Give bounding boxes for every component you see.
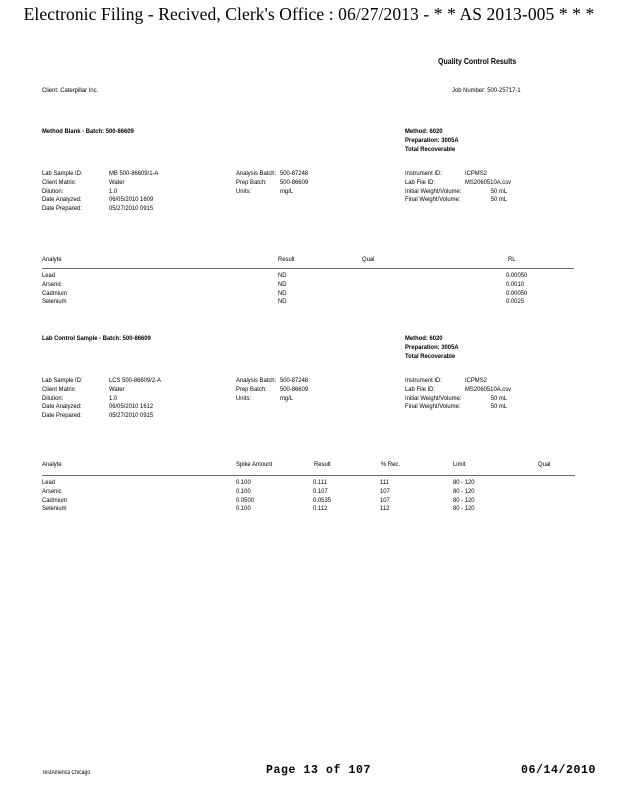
field-label: Units: xyxy=(236,394,252,402)
preparation-line: Preparation: 3005A xyxy=(405,136,459,144)
field-value: LCS 500-86609/2-A xyxy=(109,377,161,384)
field-value: ICPMS2 xyxy=(465,377,487,384)
field-label: Lab File ID: xyxy=(405,385,436,393)
method-blank-mid-labels xyxy=(236,170,276,196)
footer-lab-name: TestAmerica Chicago xyxy=(42,770,91,776)
column-header-limit: Limit xyxy=(453,461,466,468)
lcs-left-values xyxy=(109,377,161,421)
table-cell: 112 xyxy=(380,505,390,513)
method-blank-mid-values xyxy=(280,170,308,196)
field-value: 05/27/2010 0915 xyxy=(109,205,154,213)
table-cell: 0.00050 xyxy=(506,272,528,279)
column-header-analyte: Analyte xyxy=(42,461,62,468)
recoverable-line: Total Recoverable xyxy=(405,352,456,360)
field-value: MB 500-86609/1-A xyxy=(109,170,159,177)
field-label: Client Matrix: xyxy=(42,385,77,393)
lcs-method-block xyxy=(405,335,459,361)
table-cell: 0.0500 xyxy=(236,496,254,504)
field-label: Analysis Batch: xyxy=(236,377,277,384)
column-header-result: Result xyxy=(314,461,331,468)
column-header-result: Result xyxy=(278,256,295,263)
field-value: 500-87248 xyxy=(280,377,309,384)
field-label: Final Weight/Volume: xyxy=(405,403,461,411)
footer-date: 06/14/2010 xyxy=(521,764,597,777)
method-blank-left-values xyxy=(109,170,158,214)
lcs-mid-labels xyxy=(236,377,276,403)
field-value: 50 mL xyxy=(490,187,508,195)
lcs-col-rec xyxy=(380,479,390,514)
field-label: Initial Weight/Volume: xyxy=(405,394,462,402)
field-label: Lab Sample ID: xyxy=(42,377,83,384)
column-header-analyte: Analyte xyxy=(42,256,62,263)
field-value: MS2060510A.csv xyxy=(465,385,512,393)
table-cell: 80 - 120 xyxy=(453,496,475,504)
column-header-spike-amount: Spike Amount xyxy=(236,461,273,468)
filing-stamp-header: Electronic Filing - Recived, Clerk's Office : 06/27/2013 - * * AS 2013-005 * * * xyxy=(23,4,595,24)
report-title: Quality Control Results xyxy=(438,56,517,66)
mb-col-rl xyxy=(506,272,527,307)
lcs-col-analyte xyxy=(42,479,67,514)
field-label: Instrument ID: xyxy=(405,377,442,384)
job-number: Job Number: 500-25717-1 xyxy=(452,87,521,94)
lcs-heading: Lab Control Sample - Batch: 500-86609 xyxy=(42,335,151,342)
method-blank-right-labels xyxy=(405,170,461,205)
table-header-rule xyxy=(42,268,574,269)
field-label: Dilution: xyxy=(42,187,64,195)
field-label: Client Matrix: xyxy=(42,178,77,186)
table-cell: Lead xyxy=(42,272,56,279)
table-cell: 0.100 xyxy=(236,505,251,513)
field-value: ICPMS2 xyxy=(465,170,487,177)
table-cell: 107 xyxy=(380,496,390,504)
field-label: Final Weight/Volume: xyxy=(405,196,461,204)
table-cell: ND xyxy=(278,298,287,306)
table-cell: Arsenic xyxy=(42,487,62,495)
method-line: Method: 6020 xyxy=(405,335,443,342)
field-label: Date Prepared: xyxy=(42,412,82,420)
lcs-col-spike xyxy=(236,479,254,514)
table-cell: 0.0025 xyxy=(506,298,524,306)
table-header-rule xyxy=(42,475,575,476)
table-cell: Selenium xyxy=(42,298,67,306)
table-cell: 80 - 120 xyxy=(453,479,475,486)
table-cell: Cadmium xyxy=(42,289,68,297)
field-value: Water xyxy=(109,178,125,186)
table-cell: 80 - 120 xyxy=(453,505,475,513)
column-header-qual: Qual xyxy=(538,461,551,468)
field-value: 50 mL xyxy=(490,394,508,402)
field-value: mg/L xyxy=(280,394,294,402)
method-blank-heading: Method Blank - Batch: 500-86609 xyxy=(42,128,134,135)
field-value: 06/05/2010 1609 xyxy=(109,196,154,204)
column-header-rl: RL xyxy=(508,256,516,263)
table-cell: Selenium xyxy=(42,505,67,513)
method-blank-right-values xyxy=(465,170,511,205)
field-value: 1.0 xyxy=(109,394,118,402)
field-label: Analysis Batch: xyxy=(236,170,277,177)
field-label: Prep Batch: xyxy=(236,385,267,393)
lcs-mid-values xyxy=(280,377,308,403)
lcs-col-result xyxy=(313,479,331,514)
footer-page-number: Page 13 of 107 xyxy=(266,764,372,777)
table-cell: 107 xyxy=(380,487,390,495)
column-header-qual: Qual xyxy=(362,256,375,263)
lcs-col-limit xyxy=(453,479,475,514)
mb-col-analyte xyxy=(42,272,67,307)
table-cell: 0.100 xyxy=(236,487,251,495)
field-label: Date Analyzed: xyxy=(42,403,82,411)
lcs-left-labels xyxy=(42,377,83,421)
field-value: MS2060510A.csv xyxy=(465,178,512,186)
table-cell: Arsenic xyxy=(42,280,62,288)
field-label: Lab Sample ID: xyxy=(42,170,83,177)
field-label: Lab File ID: xyxy=(405,178,436,186)
field-label: Dilution: xyxy=(42,394,64,402)
field-label: Units: xyxy=(236,187,252,195)
column-header-pct-rec: % Rec. xyxy=(381,461,400,468)
table-cell: ND xyxy=(278,289,287,297)
table-cell: ND xyxy=(278,280,287,288)
recoverable-line: Total Recoverable xyxy=(405,145,456,153)
field-value: 50 mL xyxy=(490,403,508,411)
field-value: 05/27/2010 0915 xyxy=(109,412,154,420)
method-blank-method-block xyxy=(405,128,459,154)
field-label: Initial Weight/Volume: xyxy=(405,187,462,195)
table-cell: ND xyxy=(278,272,287,279)
table-cell: 0.0535 xyxy=(313,496,331,504)
preparation-line: Preparation: 3005A xyxy=(405,343,459,351)
table-cell: Lead xyxy=(42,479,56,486)
field-label: Prep Batch: xyxy=(236,178,267,186)
field-value: 500-87248 xyxy=(280,170,309,177)
field-value: 500-86609 xyxy=(280,178,309,186)
table-cell: 0.107 xyxy=(313,487,328,495)
field-label: Instrument ID: xyxy=(405,170,442,177)
field-value: Water xyxy=(109,385,125,393)
field-value: 50 mL xyxy=(490,196,508,204)
field-value: 500-86609 xyxy=(280,385,309,393)
field-value: 06/05/2010 1612 xyxy=(109,403,154,411)
field-label: Date Analyzed: xyxy=(42,196,82,204)
field-value: mg/L xyxy=(280,187,294,195)
table-cell: 80 - 120 xyxy=(453,487,475,495)
table-cell: Cadmium xyxy=(42,496,68,504)
field-label: Date Prepared: xyxy=(42,205,82,213)
mb-col-result xyxy=(278,272,286,307)
lcs-right-values xyxy=(465,377,511,412)
table-cell: 0.100 xyxy=(236,479,251,486)
table-cell: 0.112 xyxy=(313,505,328,513)
table-cell: 0.00050 xyxy=(506,289,528,297)
client-label: Client: Caterpillar Inc. xyxy=(42,87,99,94)
table-cell: 0.0010 xyxy=(506,280,524,288)
method-line: Method: 6020 xyxy=(405,128,443,135)
method-blank-left-labels xyxy=(42,170,83,214)
lcs-right-labels xyxy=(405,377,461,412)
table-cell: 0.111 xyxy=(313,479,327,486)
field-value: 1.0 xyxy=(109,187,118,195)
table-cell: 111 xyxy=(380,479,389,486)
